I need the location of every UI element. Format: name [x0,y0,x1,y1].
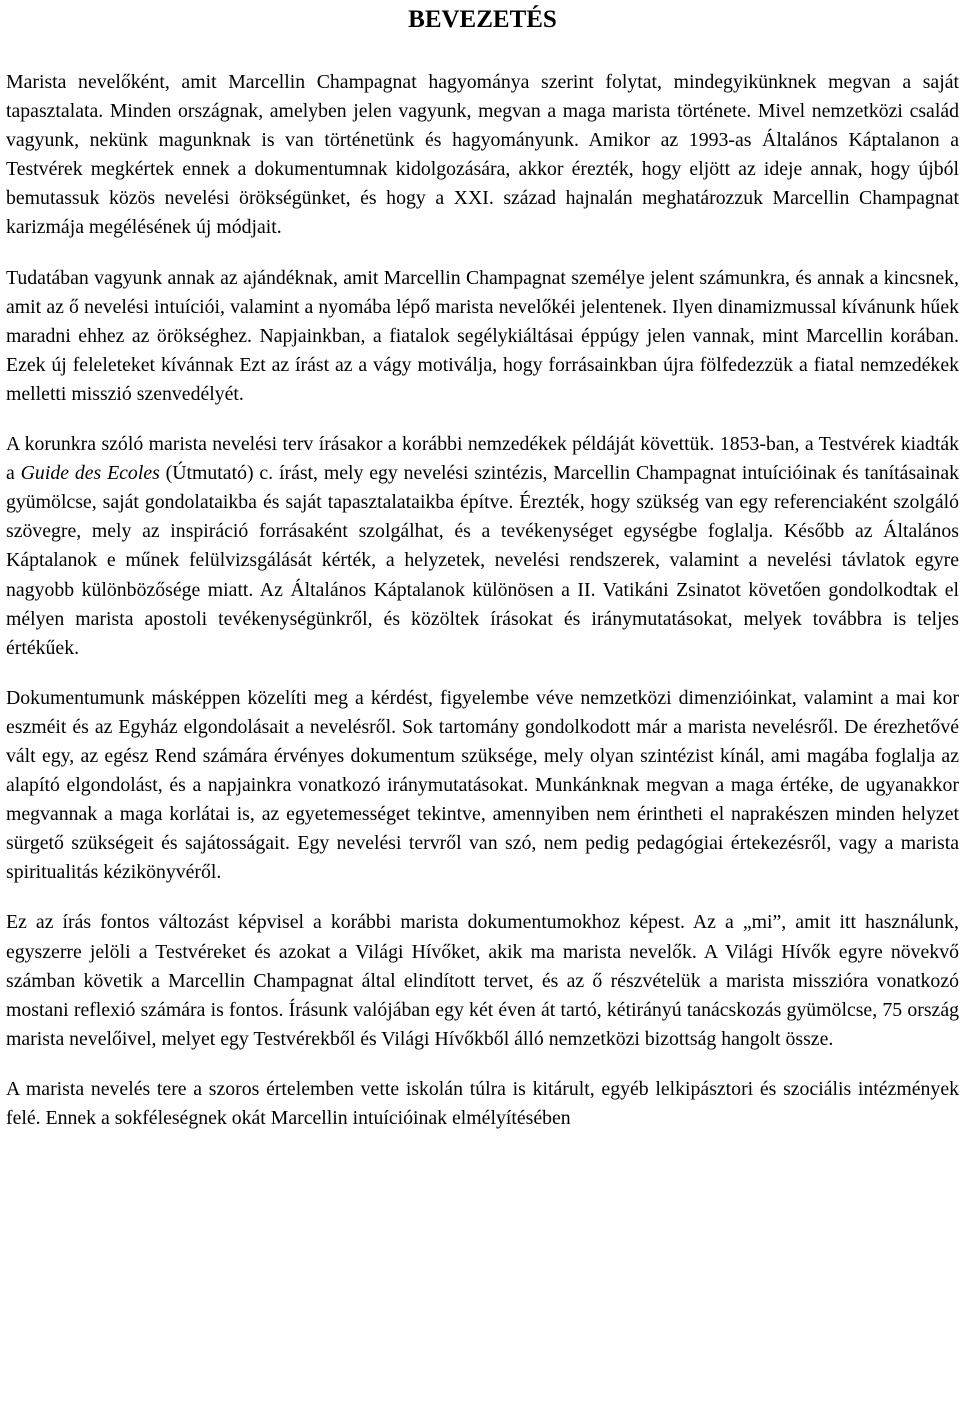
paragraph-3-text-start: A korunkra szóló marista nevelési terv írásakor a korábbi nemzedékek példáját követtük. 1853-ban, a Testvérek kiadták a [6,433,959,485]
paragraph-6: A marista nevelés tere a szoros értelemben vette iskolán túlra is kitárult, egyéb lelkipásztori és szociális intézmények felé. Ennek a sokféleségnek okát Marcellin intuícióinak elmélyítésében [6,1077,959,1129]
paragraph-2: Tudatában vagyunk annak az ajándéknak, amit Marcellin Champagnat személye jelent számunkra, és annak a kincsnek, amit az ő nevelési intuíciói, valamint a nyomába lépő marista nevelőkéi jelentenek. Ilyen dinamizmussal kívánunk hűek maradni ehhez az örökséghez. Napjainkban, a fiatalok segélykiáltásai éppúgy jelen vannak, mint Marcellin korában. Ezek új feleleteket kívánnak Ezt az írást az a vágy motiválja, hogy forrásainkban újra fölfedezzük a fiatal nemzedékek melletti misszió szenvedélyét. [6,266,959,405]
document-page [6,0,959,1133]
paragraph-3-text-end: (Útmutató) c. írást, mely egy nevelési szintézis, Marcellin Champagnat intuícióinak és tanításainak gyümölcse, saját gondolataikba és saját tapasztalataikba építve. Érezték, hogy szükség van egy referenciaként szolgáló szövegre, mely az inspiráció forrásaként szolgálhat, és a tevékenységet egységbe foglalja. Később az Általános Káptalanok e műnek felülvizsgálását kérték, a helyzetek, nevelési rendszerek, valamint a nevelési távlatok egyre nagyobb különbözősége miatt. Az Általános Káptalanok különösen a II. Vatikáni Zsinatot követően gondolkodtak el mélyen marista apostoli tevékenységünkről, és közöltek írásokat és iránymutatásokat, melyek továbbra is teljes értékűek. [6,462,959,659]
page-title: BEVEZETÉS [408,6,557,33]
paragraph-1: Marista nevelőként, amit Marcellin Champagnat hagyománya szerint folytat, mindegyikünknek megvan a saját tapasztalata. Minden országnak, amelyben jelen vagyunk, megvan a maga marista története. Mivel nemzetközi család vagyunk, nekünk magunknak is van történetünk és hagyományunk. Amikor az 1993-as Általános Káptalanon a Testvérek megkértek ennek a dokumentumnak kidolgozására, akkor érezték, hogy eljött az ideje annak, hogy újból bemutassuk közös nevelési örökségünket, és hogy a XXI. század hajnalán meghatározzuk Marcellin Champagnat karizmája megélésének új módjait. [6,71,959,239]
paragraph-4: Dokumentumunk másképpen közelíti meg a kérdést, figyelembe véve nemzetközi dimenzióinkat, valamint a mai kor eszméit és az Egyház elgondolásait a nevelésről. Sok tartomány gondolkodott már a marista nevelésről. De érezhetővé vált egy, az egész Rend számára érvényes dokumentum szüksége, mely olyan szintézist kínál, ami magába foglalja az alapító elgondolást, és a napjainkra vonatkozó iránymutatásokat. Munkánknak megvan a maga értéke, de ugyanakkor megvannak a maga korlátai is, az egyetemességet tekintve, amennyiben nem érintheti el naprakészen minden helyzet sürgető szükségeit és sajátosságait. Egy nevelési tervről van szó, nem pedig pedagógiai értekezésről, vagy a marista spiritualitás kézikönyvéről. [6,686,959,884]
guide-des-ecoles-title: Guide des Ecoles [20,462,160,485]
paragraph-5: Ez az írás fontos változást képvisel a korábbi marista dokumentumokhoz képest. Az a „mi”, amit itt használunk, egyszerre jelöli a Testvéreket és azokat a Világi Hívőket, akik ma marista nevelők. A Világi Hívők egyre növekvő számban követik a Marcellin Champagnat által elindított tervet, és az ő részvételük a marista misszióra vonatkozó mostani reflexió számára is fontos. Írásunk valójában egy két éven át tartó, kétirányú tanácskozás gyümölcse, 75 ország marista nevelőivel, melyet egy Testvérekből és Világi Hívőkből álló nemzetközi bizottság hangolt össze. [6,911,959,1050]
paragraph-3 [6,430,959,663]
